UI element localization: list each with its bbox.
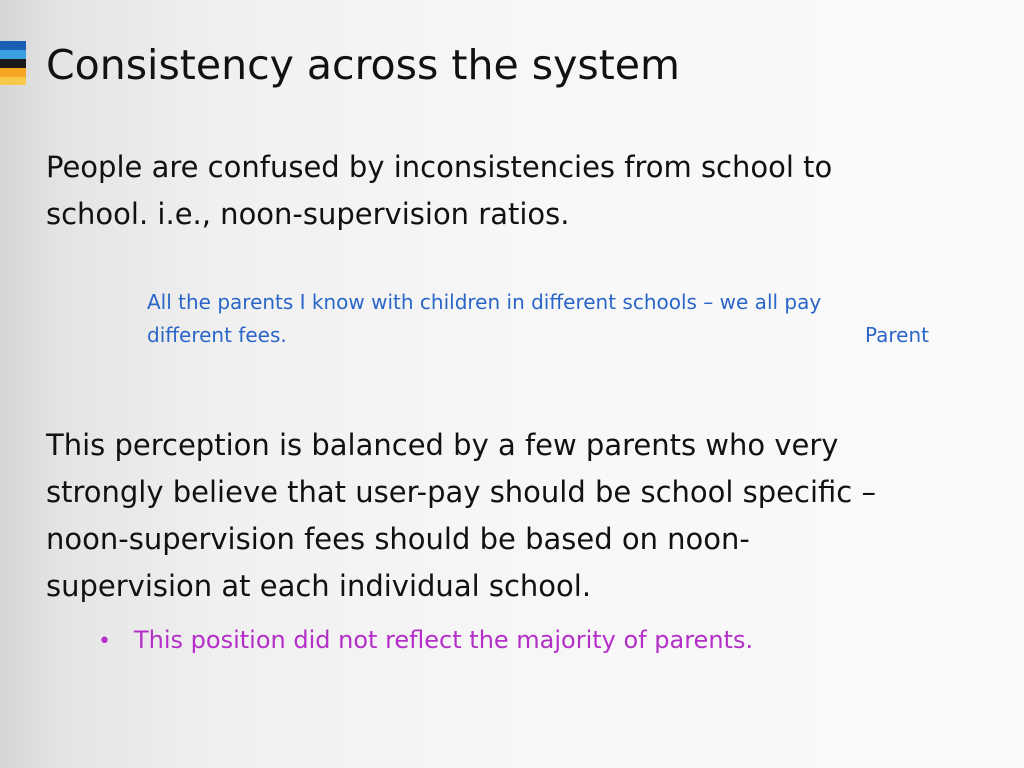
- paragraph-line: This perception is balanced by a few parents who very: [46, 428, 839, 462]
- logo-bar-orange: [0, 68, 26, 77]
- quote-line-with-attribution: [147, 319, 929, 352]
- parent-quote: [147, 286, 947, 352]
- paragraph-perception: [46, 422, 996, 610]
- logo-bar-yellow: [0, 77, 26, 85]
- bullet-item: [98, 622, 753, 660]
- logo-bar-black: [0, 59, 26, 68]
- paragraph-line: People are confused by inconsistencies from school to: [46, 150, 833, 184]
- quote-line: different fees.: [147, 323, 287, 347]
- bullet-marker: •: [98, 629, 111, 654]
- bullet-text: This position did not reflect the majority of parents.: [134, 626, 754, 654]
- paragraph-line: supervision at each individual school.: [46, 569, 592, 603]
- paragraph-line: strongly believe that user-pay should be school specific –: [46, 475, 876, 509]
- slide-title: Consistency across the system: [46, 41, 680, 89]
- paragraph-line: school. i.e., noon-supervision ratios.: [46, 197, 570, 231]
- paragraph-inconsistencies: [46, 144, 976, 238]
- quote-line: All the parents I know with children in different schools – we all pay: [147, 290, 822, 314]
- logo-bar-blue: [0, 41, 26, 50]
- paragraph-line: noon-supervision fees should be based on noon-: [46, 522, 750, 556]
- quote-attribution: Parent: [864, 323, 929, 347]
- logo-bar-light-blue: [0, 50, 26, 59]
